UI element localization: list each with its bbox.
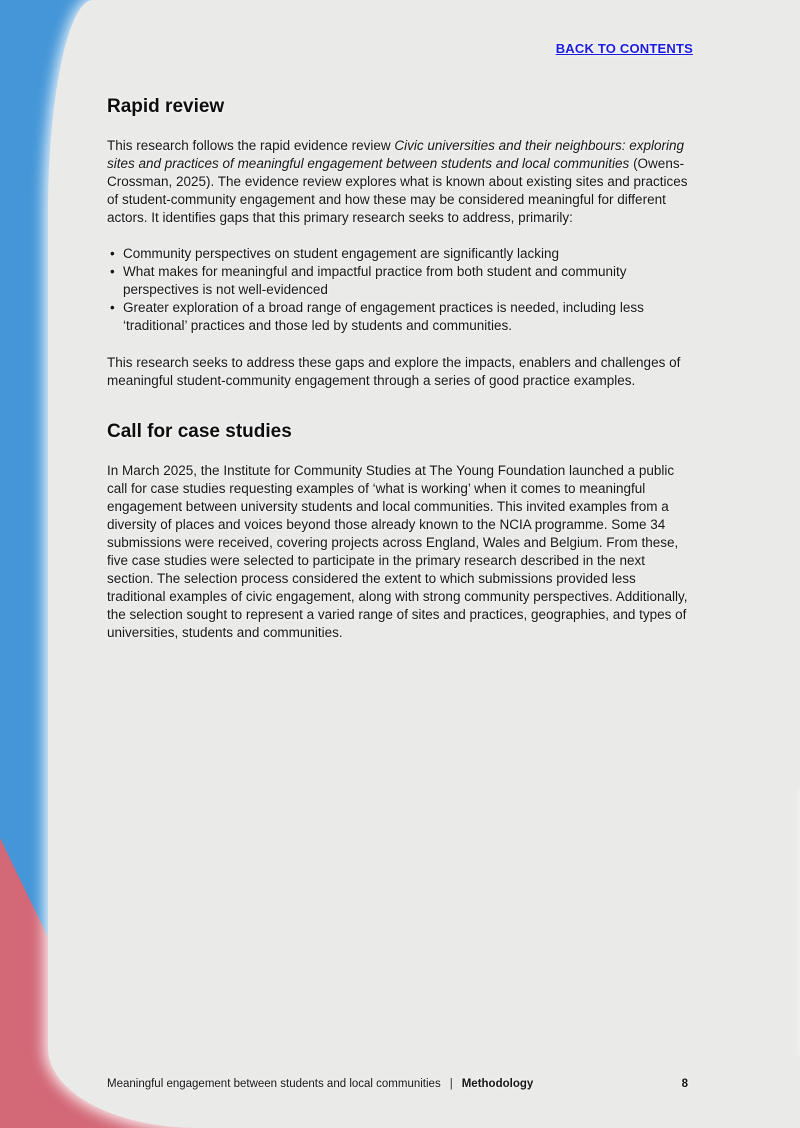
page-footer [107,1077,688,1091]
rapid-review-heading: Rapid review [107,96,225,117]
page-number: 8 [681,1078,688,1090]
bullet-item: • Community perspectives on student engagement are significantly lacking [107,245,693,263]
back-to-contents-link[interactable]: BACK TO CONTENTS [555,41,693,56]
intro-text-after: (Owens-Crossman, 2025). The evidence review explores what is known about existing sites and practices of student-community engagement and how these may be considered meaningful for different actors. It identifies gaps that this primary research seeks to address, primarily: [107,156,688,225]
page-card [48,0,800,1128]
bullet-item: • Greater exploration of a broad range of engagement practices is needed, including less ‘traditional’ practices and those led by students and communities. [107,299,693,335]
footer-left [107,1077,533,1091]
page-content [48,0,800,642]
gaps-bullet-list [107,245,693,335]
call-for-case-studies-heading: Call for case studies [107,421,292,442]
footer-doc-title: Meaningful engagement between students and local communities [107,1078,441,1090]
footer-separator: | [449,1078,453,1090]
rapid-review-closing-paragraph: This research seeks to address these gaps and explore the impacts, enablers and challenges of meaningful student-community engagement through a series of good practice examples. [107,355,681,388]
link-row [107,40,693,58]
footer-section-label: Methodology [461,1078,534,1090]
rapid-review-intro-paragraph [107,137,693,227]
call-for-case-studies-paragraph: In March 2025, the Institute for Community Studies at The Young Foundation launched a public call for case studies requesting examples of ‘what is working’ when it comes to meaningful engagement between university students and local communities. This invited examples from a diversity of places and voices beyond those already known to the NCIA programme. Some 34 submissions were received, covering projects across England, Wales and Belgium. From these, five case studies were selected to participate in the primary research described in the next section. The selection process considered the extent to which submissions provided less traditional examples of civic engagement, along with strong community perspectives. Additionally, the selection sought to represent a varied range of sites and practices, geographies, and types of universities, students and communities. [107,463,688,640]
bullet-item: • What makes for meaningful and impactful practice from both student and community perspectives is not well-evidenced [107,263,693,299]
review-title-italic: Civic universities and their neighbours: exploring sites and practices of meaningful engagement between students and local communities [107,138,685,171]
intro-text-before: This research follows the rapid evidence review [107,138,395,153]
